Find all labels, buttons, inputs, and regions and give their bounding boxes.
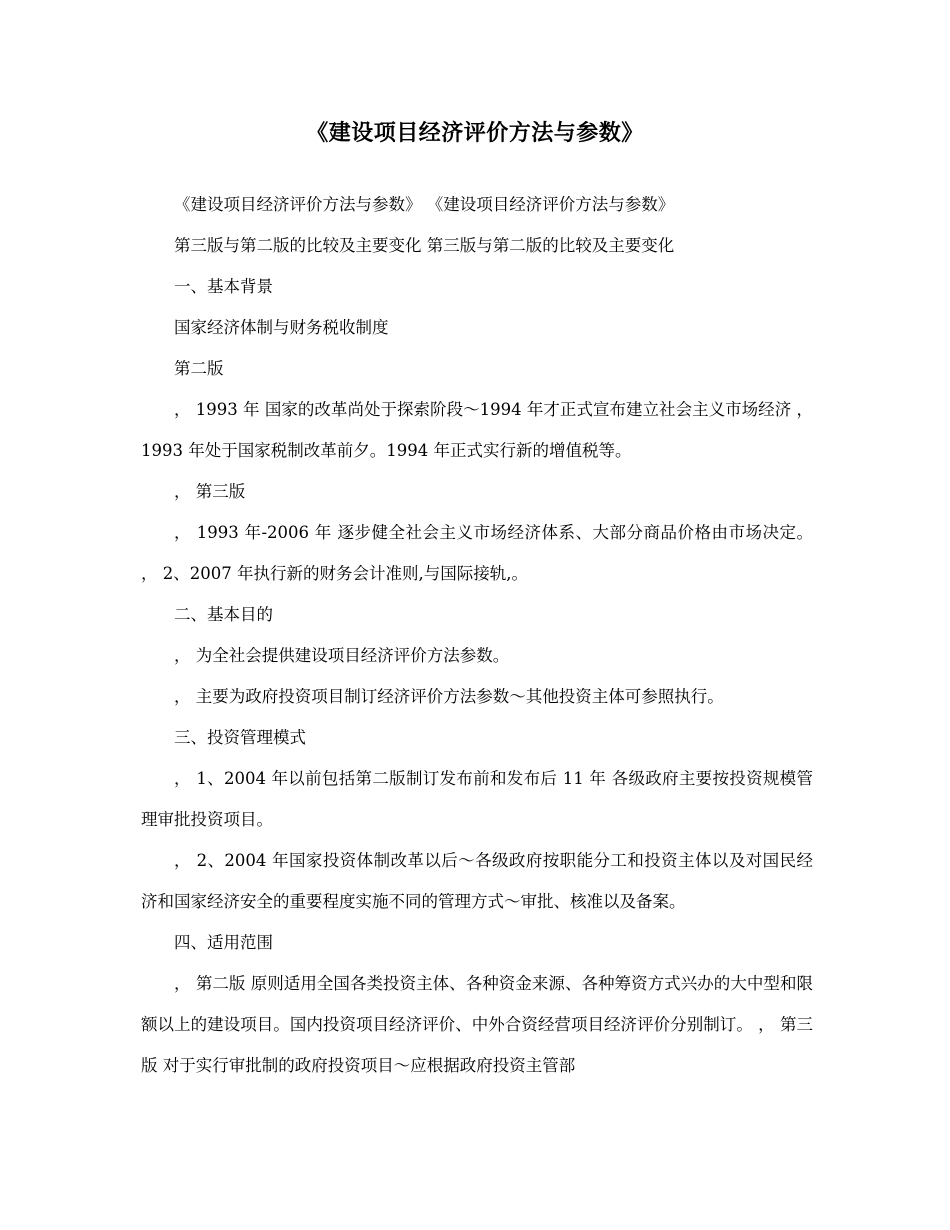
paragraph-2: 第三版与第二版的比较及主要变化 第三版与第二版的比较及主要变化 (174, 236, 675, 255)
paragraph-11: ， 主要为政府投资项目制订经济评价方法参数～其他投资主体可参照执行。 (174, 687, 724, 706)
paragraph-16: ， 第二版 原则适用全国各类投资主体、各种资金来源、各种筹资方式兴办的大中型和限额以上的建设项目。国内投资项目经济评价、中外合资经营项目经济评价分别制订。 ， 第三版 对于实行审批制的政府投资项目～应根据政府投资主管部 (141, 974, 813, 1075)
paragraph-14: ， 2、2004 年国家投资体制改革以后～各级政府按职能分工和投资主体以及对国民经济和国家经济安全的重要程度实施不同的管理方式～审批、核准以及备案。 (141, 851, 813, 911)
document-title: 《建设项目经济评价方法与参数》 (306, 120, 644, 146)
paragraph-1: 《建设项目经济评价方法与参数》 《建设项目经济评价方法与参数》 (174, 195, 675, 214)
section-heading-scope: 四、适用范围 (174, 933, 273, 952)
paragraph-6: ， 1993 年 国家的改革尚处于探索阶段～1994 年才正式宣布建立社会主义市场经济 ， 1993 年处于国家税制改革前夕。1994 年正式实行新的增值税等。 (141, 400, 813, 460)
section-heading-background: 一、基本背景 (174, 277, 273, 296)
paragraph-10: ， 为全社会提供建设项目经济评价方法参数。 (174, 646, 510, 665)
paragraph-5: 第二版 (174, 359, 224, 378)
section-heading-purpose: 二、基本目的 (174, 605, 273, 624)
paragraph-13: ， 1、2004 年以前包括第二版制订发布前和发布后 11 年 各级政府主要按投资规模管理审批投资项目。 (141, 769, 813, 829)
document-body (141, 184, 813, 1086)
paragraph-4: 国家经济体制与财务税收制度 (174, 318, 389, 337)
paragraph-7: ， 第三版 (174, 482, 246, 501)
section-heading-investment-management: 三、投资管理模式 (174, 728, 306, 747)
paragraph-8: ， 1993 年-2006 年 逐步健全社会主义市场经济体系、大部分商品价格由市场决定。 ， 2、2007 年执行新的财务会计准则,与国际接轨,。 (141, 523, 813, 583)
